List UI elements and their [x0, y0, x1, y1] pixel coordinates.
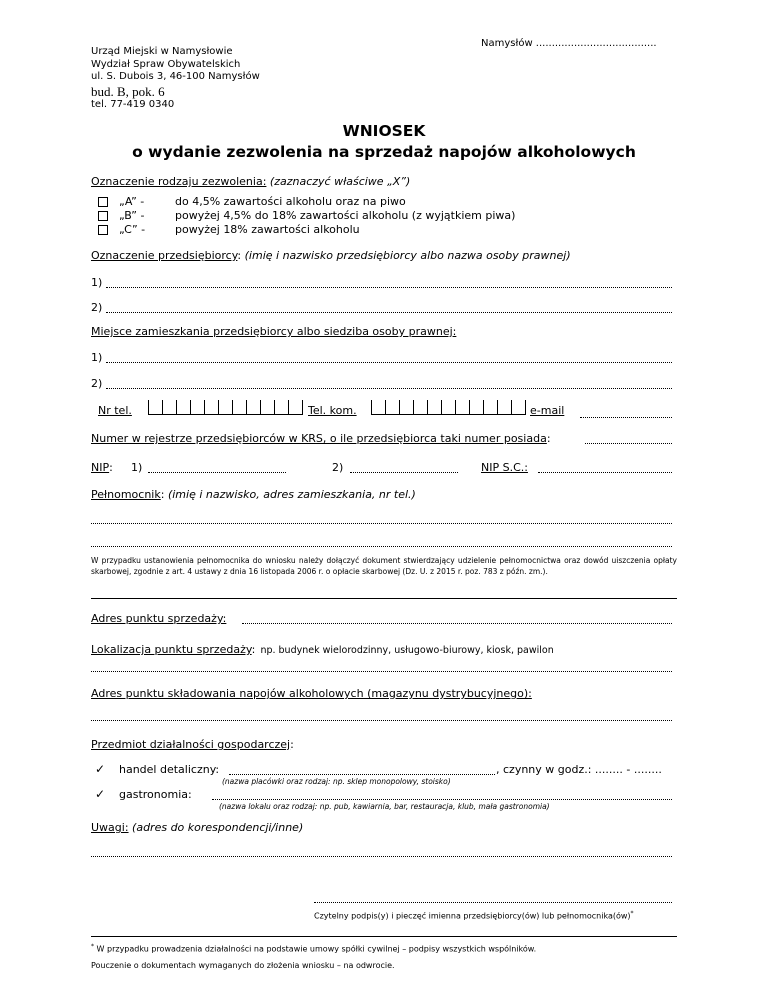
footnote-divider [91, 936, 677, 937]
entrepreneur-1-field[interactable] [106, 287, 672, 288]
email-field[interactable] [580, 417, 672, 418]
mobile-label: Tel. kom. [308, 404, 357, 417]
permit-c-text: powyżej 18% zawartości alkoholu [175, 223, 360, 236]
activity-label: Przedmiot działalności gospodarczej [91, 738, 291, 751]
remarks-field[interactable] [91, 856, 672, 857]
permit-b-code: „B” - [119, 209, 145, 222]
sale-address-field[interactable] [242, 623, 672, 624]
nip-label: NIP [91, 461, 110, 474]
entrepreneur-hint: (imię i nazwisko przedsiębiorcy albo nazwa osoby prawnej) [244, 249, 571, 262]
residence-2-field[interactable] [106, 388, 672, 389]
form-subtitle: o wydanie zezwolenia na sprzedaż napojów alkoholowych [132, 143, 636, 161]
retail-field[interactable] [229, 774, 495, 775]
permit-b-checkbox[interactable] [98, 211, 108, 221]
form-title: WNIOSEK [342, 122, 426, 140]
entrepreneur-heading: Oznaczenie przedsiębiorcy: (imię i nazwisko przedsiębiorcy albo nazwa osoby prawnej) [91, 249, 571, 262]
krs-label: Numer w rejestrze przedsiębiorców w KRS, o ile przedsiębiorca taki numer posiada [91, 432, 547, 445]
krs-heading: Numer w rejestrze przedsiębiorców w KRS, o ile przedsiębiorca taki numer posiada: [91, 432, 551, 445]
storage-label: Adres punktu składowania napojów alkoholowych (magazynu dystrybucyjnego): [91, 687, 532, 700]
remarks-label: Uwagi: [91, 821, 129, 834]
nip-2-number: 2) [332, 461, 344, 474]
permit-type-heading [91, 175, 410, 188]
office-department: Wydział Spraw Obywatelskich [91, 58, 241, 70]
office-street: ul. S. Dubois 3, 46-100 Namysłów [91, 71, 260, 82]
proxy-hint: (imię i nazwisko, adres zamieszkania, nr tel.) [167, 488, 416, 501]
krs-field[interactable] [585, 443, 672, 444]
gastronomy-hint: (nazwa lokalu oraz rodzaj: np. pub, kawiarnia, bar, restauracja, klub, mała gastronomia) [219, 802, 550, 811]
gastronomy-field[interactable] [212, 799, 672, 800]
nip-heading: NIP: [91, 461, 113, 474]
footnote: * W przypadku prowadzenia działalności na podstawie umowy spółki cywilnej – podpisy wszystkich wspólników. [91, 943, 537, 954]
residence-1-field[interactable] [106, 362, 672, 363]
nip-1-number: 1) [131, 461, 143, 474]
permit-a-text: do 4,5% zawartości alkoholu oraz na piwo [175, 195, 406, 208]
sale-location-label: Lokalizacja punktu sprzedaży [91, 643, 252, 656]
sale-location-heading: Lokalizacja punktu sprzedaży: np. budynek wielorodzinny, usługowo-biurowy, kiosk, pawilon [91, 643, 554, 656]
retail-hint: (nazwa placówki oraz rodzaj: np. sklep monopolowy, stoisko) [222, 777, 451, 786]
permit-c-code: „C” - [119, 223, 146, 236]
permit-a-code: „A” - [119, 195, 145, 208]
nip-sc-label: NIP S.C.: [481, 461, 528, 474]
nip-1-field[interactable] [148, 472, 286, 473]
proxy-label: Pełnomocnik [91, 488, 161, 501]
entrepreneur-2-number: 2) [91, 301, 103, 314]
activity-heading: Przedmiot działalności gospodarczej: [91, 738, 294, 751]
residence-label: Miejsce zamieszkania przedsiębiorcy albo siedziba osoby prawnej: [91, 325, 457, 338]
entrepreneur-2-field[interactable] [106, 312, 672, 313]
storage-field[interactable] [91, 720, 672, 721]
signature-caption: Czytelny podpis(y) i pieczęć imienna przedsiębiorcy(ów) lub pełnomocnika(ów)* [314, 910, 634, 921]
entrepreneur-1-number: 1) [91, 276, 103, 289]
permit-a-checkbox[interactable] [98, 197, 108, 207]
office-name: Urząd Miejski w Namysłowie [91, 46, 233, 57]
signature-field[interactable] [314, 902, 672, 903]
gastronomy-check-icon[interactable]: ✓ [95, 787, 106, 801]
retail-label: handel detaliczny: [119, 763, 220, 776]
phone-cells[interactable] [148, 400, 303, 415]
office-address [91, 46, 260, 111]
section-divider [91, 598, 677, 599]
permit-c-checkbox[interactable] [98, 225, 108, 235]
proxy-field-1[interactable] [91, 523, 672, 524]
residence-1-number: 1) [91, 351, 103, 364]
email-label: e-mail [530, 404, 565, 417]
nip-2-field[interactable] [350, 472, 458, 473]
instruction-note: Pouczenie o dokumentach wymaganych do złożenia wniosku – na odwrocie. [91, 961, 395, 970]
retail-check-icon[interactable]: ✓ [95, 762, 106, 776]
gastronomy-label: gastronomia: [119, 788, 192, 801]
office-building: bud. B, pok. 6 [91, 83, 165, 99]
nip-sc-field[interactable] [538, 472, 672, 473]
sale-address-label: Adres punktu sprzedaży: [91, 612, 227, 625]
office-phone: tel. 77-419 0340 [91, 98, 175, 110]
remarks-heading [91, 821, 303, 834]
proxy-note: W przypadku ustanowienia pełnomocnika do wniosku należy dołączyć dokument stwierdzający udzielenie pełnomocnictwa oraz dowód uiszczenia opłaty skarbowej, zgodnie z art. 4 ustawy z dnia 16 listopada 2006 r. o opłacie skarbowej (Dz. U. z 2015 r. poz. 783 z późn. zm.). [91, 556, 677, 576]
remarks-hint: (adres do korespondencji/inne) [132, 821, 304, 834]
proxy-heading: Pełnomocnik: (imię i nazwisko, adres zamieszkania, nr tel.) [91, 488, 416, 501]
retail-hours[interactable]: , czynny w godz.: ........ - ........ [496, 763, 662, 776]
residence-2-number: 2) [91, 377, 103, 390]
proxy-field-2[interactable] [91, 546, 672, 547]
permit-type-label: Oznaczenie rodzaju zezwolenia: [91, 175, 267, 188]
permit-b-text: powyżej 4,5% do 18% zawartości alkoholu (z wyjątkiem piwa) [175, 209, 516, 222]
mobile-cells[interactable] [371, 400, 526, 415]
sale-location-field[interactable] [91, 671, 672, 672]
sale-location-hint: np. budynek wielorodzinny, usługowo-biurowy, kiosk, pawilon [260, 645, 554, 656]
place-date-line[interactable]: Namysłów ...................................... [481, 38, 657, 49]
phone-label: Nr tel. [98, 404, 132, 417]
permit-type-hint: (zaznaczyć właściwe „X”) [269, 175, 411, 188]
entrepreneur-label: Oznaczenie przedsiębiorcy [91, 249, 238, 262]
